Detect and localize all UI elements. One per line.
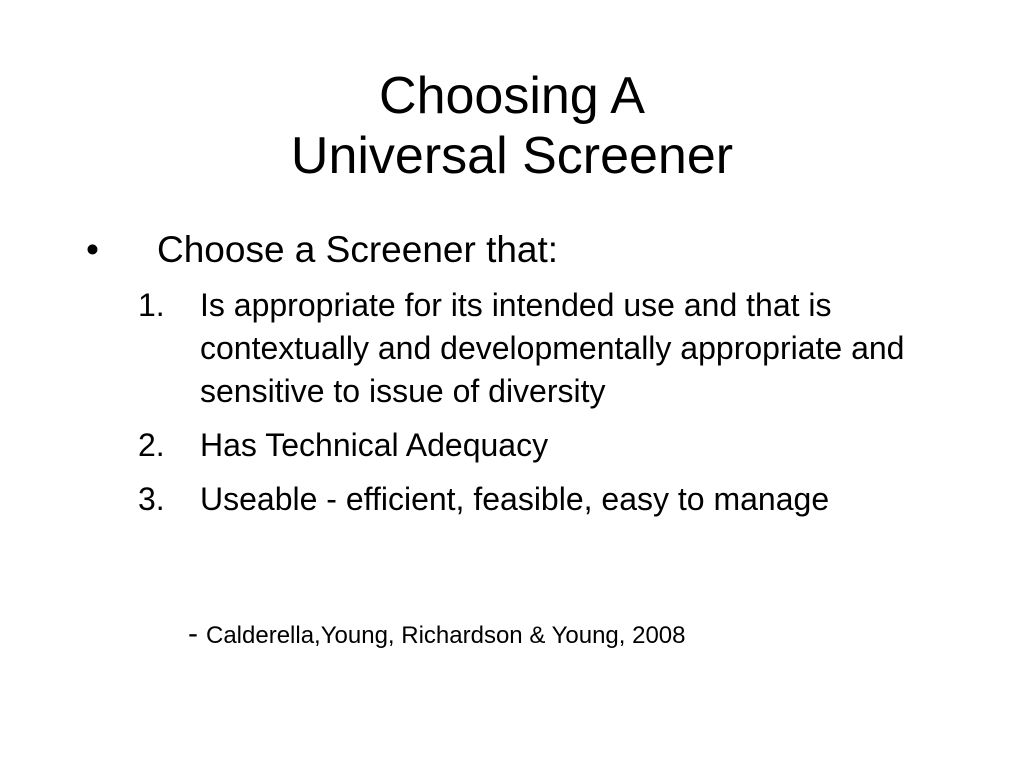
list-item (138, 478, 918, 521)
bullet-marker: • (86, 229, 99, 270)
list-item-number: 1. (138, 287, 165, 323)
slide-title (0, 66, 1024, 186)
title-line-2: Universal Screener (290, 127, 734, 185)
list-item-number: 3. (138, 481, 165, 517)
citation-text: Calderella,Young, Richardson & Young, 2008 (206, 622, 686, 649)
list-item (138, 284, 918, 413)
list-item-text: Is appropriate for its intended use and that is contextually and developmentally appropriate and sensitive to issue of diversity (200, 287, 905, 409)
bullet-text: Choose a Screener that: (157, 229, 559, 270)
list-item-number: 2. (138, 427, 165, 463)
citation-dash: - (188, 617, 198, 650)
list-item-text: Has Technical Adequacy (200, 427, 549, 463)
title-line-1: Choosing A (379, 67, 645, 125)
list-item (138, 424, 918, 467)
citation (188, 616, 685, 654)
numbered-list (138, 284, 918, 532)
list-item-text: Useable - efficient, feasible, easy to manage (200, 481, 830, 517)
